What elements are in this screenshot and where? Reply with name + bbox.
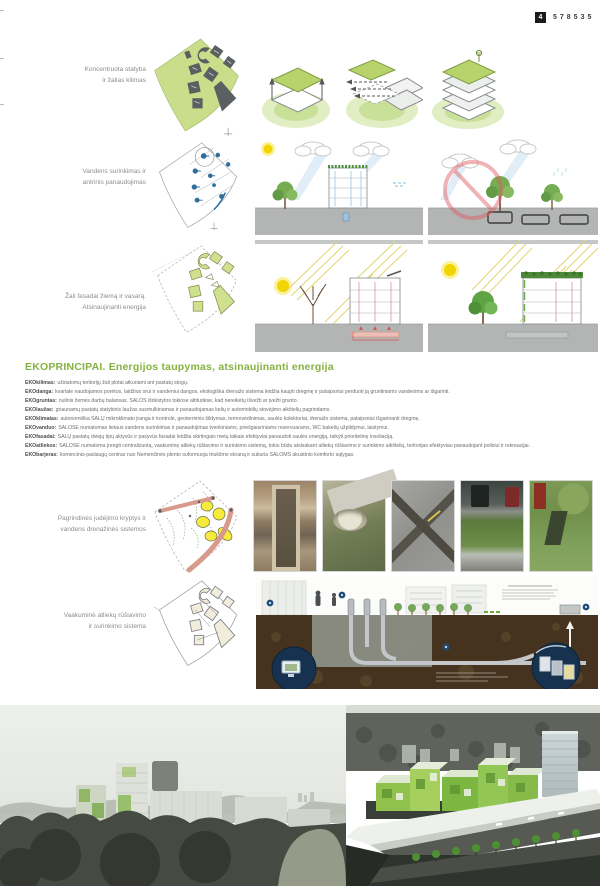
- eko-term: EKOvanduo:: [25, 425, 57, 431]
- crop-mark: [0, 10, 4, 11]
- ground-band: [255, 324, 423, 352]
- dark-tower: [152, 761, 178, 791]
- sprout-icon: [476, 50, 481, 62]
- photo-grass-parking-strip: [460, 480, 524, 572]
- eko-item: [25, 388, 597, 397]
- row-label-line: Pagrindinės judėjimo kryptys ir: [57, 515, 146, 522]
- plan-buildings-outline: [190, 586, 235, 647]
- container-sorting-callout: [532, 643, 580, 689]
- rendering-aerial-view: [346, 705, 600, 886]
- eko-text: SALOSE numatoma įrengti centralizuotą, vaakuminę atliekų rūšiavimo ir surinkimo sistemą, tokiu būdu atsisakant atliekų rūšiavimo ir surinkimo aikštelių, teritorijas efektyviau panaudojant poilsiui ir rekreacijai.: [59, 443, 530, 449]
- tree-icon: [273, 182, 298, 210]
- row-label-line: antrinis panaudojimas: [82, 179, 146, 186]
- photo-stone-drainage-channel: [253, 480, 317, 572]
- photo-grass-pavement: [529, 480, 593, 572]
- rendering-eye-level-view: [0, 705, 346, 886]
- waste-inlet-pillars: [348, 599, 386, 615]
- photo-gutter-pebble-basin: [322, 480, 386, 572]
- eko-term: EKOkilimas:: [25, 380, 56, 386]
- eko-item: [25, 397, 597, 406]
- plan-green-buildings: [188, 252, 234, 315]
- compass-mark: [224, 128, 232, 136]
- axon-diagram-sliding-plates: [341, 56, 423, 130]
- row-label-movement-drainage: [28, 513, 146, 535]
- solar-collector: [387, 271, 401, 276]
- cloud-icon: [295, 142, 389, 156]
- eko-principles-heading: EKOPRINCIPAI. Energijos taupymas, atsinaujinanti energija: [25, 361, 334, 373]
- eko-principles-list: [25, 379, 597, 460]
- eko-text: griaunamų pastatų statybinis laužas susmulkinamas ir panaudojamas kelių ir automobilių stovėjimo aikštelių pagrindams.: [55, 407, 331, 413]
- water-tank: [343, 213, 349, 221]
- entry-code: 578535: [553, 14, 595, 21]
- row-label-line: ir žalias kilimas: [102, 77, 146, 84]
- building-section: [350, 271, 401, 324]
- eko-item: [25, 442, 597, 451]
- axon-diagram-stacked-plates: [427, 50, 509, 132]
- eko-item: [25, 424, 597, 433]
- eko-item: [25, 406, 597, 415]
- eko-text: kvartale naudojamos porėtos, laidžios orui ir vandeniui dangos, ekologiška drenažo sistema leidžia kaupti drėgmę ir palaipsniui perduoti ją gruntiniams vandenims ar išgarinti.: [55, 389, 450, 395]
- row-label-line: ir surinkimo sistema: [88, 623, 146, 630]
- section-rain-infiltration-trees: [428, 138, 598, 235]
- crop-mark: [0, 58, 4, 59]
- bare-tree-icon: [300, 284, 326, 324]
- tree-icon: [469, 291, 498, 324]
- eko-term: EKOfasadai:: [25, 434, 56, 440]
- waste-container-icon: [564, 665, 574, 679]
- compass-mark: [210, 223, 218, 231]
- eko-text: komercinis-paslaugų centras nuo Nemenčinės plento suformuoja triukšmo ekraną ir sukuria SALOMS akustinio komforto sąlygas.: [59, 452, 355, 458]
- eko-item: [25, 415, 597, 424]
- green-dashes: [484, 611, 500, 613]
- crop-mark: [0, 104, 4, 105]
- plan-triangles: [206, 274, 219, 287]
- plate-stack: [443, 60, 495, 120]
- eko-term: EKOgruntas:: [25, 398, 57, 404]
- row-label-vacuum-waste: [28, 610, 146, 632]
- building-section-green-roof: [328, 167, 368, 209]
- eko-term: EKObarjeras:: [25, 452, 58, 458]
- building-section-green: [521, 271, 583, 324]
- ground-band: [255, 208, 423, 235]
- eko-text: SALŲ pastatų dviejų tipų aktyvūs ir pasyvūs fasadai leidžia skirtingais metų laikais efektyviai panaudoti saulės energiją, taikyti prioritetinę insoliaciją.: [57, 434, 394, 440]
- drip-dashes: [393, 183, 406, 186]
- photo-permeable-paving-joints: [391, 480, 455, 572]
- control-room-callout: [272, 647, 316, 689]
- row-label-line: Žali fasadai žiemą ir vasarą.: [65, 293, 146, 300]
- eko-term: EKOklimatas:: [25, 416, 59, 422]
- section-summer-sun-green-roof: [428, 240, 598, 352]
- row-label-line: Vandens surinkimas ir: [82, 168, 146, 175]
- site-plan-water-systems: [152, 140, 246, 234]
- row-label-concentrated-building: [28, 64, 146, 86]
- site-plan-movement-drainage: [143, 478, 251, 578]
- section-winter-sun: [255, 240, 423, 352]
- page-number-badge: 4: [535, 12, 546, 23]
- site-plan-green-carpet: [145, 36, 250, 138]
- site-plan-green-facades: [150, 243, 246, 339]
- eko-term: EKOdanga:: [25, 389, 54, 395]
- site-plan-vacuum-waste: [152, 578, 246, 672]
- arrow-heads: [346, 80, 360, 99]
- glass-tower: [542, 731, 578, 797]
- row-label-line: Atsinaujinanti energija: [82, 304, 146, 311]
- row-label-water-collection: [28, 166, 146, 188]
- row-label-line: Vaakuminė atliekų rūšiavimo: [63, 612, 146, 619]
- eko-item: [25, 379, 597, 388]
- eko-term: EKOatliekos:: [25, 443, 58, 449]
- row-label-green-facades: [28, 291, 146, 313]
- cut-away-chamber: [312, 615, 432, 667]
- axon-diagram-lifted-plate: [258, 58, 334, 130]
- row-label-line: Koncentruota statyba: [84, 66, 146, 73]
- vacuum-waste-system-illustration: [256, 577, 598, 689]
- underground-slab: [506, 332, 568, 338]
- eko-item: [25, 433, 597, 442]
- eko-text: SALOSE numatomas lietaus vandens surinkimas ir panaudojimas tvenkiniams, priešgaisriniams rezervuarams, WC bakelių užpildymui, laistymui.: [58, 425, 389, 431]
- eko-text: užstatomų teritorijų žali plotai atkuriami ant pastatų stogų.: [57, 380, 189, 386]
- eko-item: [25, 451, 597, 460]
- eko-term: EKOlaužas:: [25, 407, 54, 413]
- eko-text: autonomiška SALŲ mikroklimato įranga ir kontrolė, geoterminis šildymas, termovėdinimas, saulės kolektoriai, drenažo sistema, palaipsniui išgarinanti drėgmę.: [60, 416, 420, 422]
- section-rain-collection-building: [255, 138, 423, 235]
- row-label-line: vandens drenažinės sistemos: [60, 526, 146, 533]
- eko-text: nulinis žemės darbų balansas. SALOS išdėstytos tokiose altitudėse, kad nereikėtų išvežti ar įvežti grunto.: [58, 398, 299, 404]
